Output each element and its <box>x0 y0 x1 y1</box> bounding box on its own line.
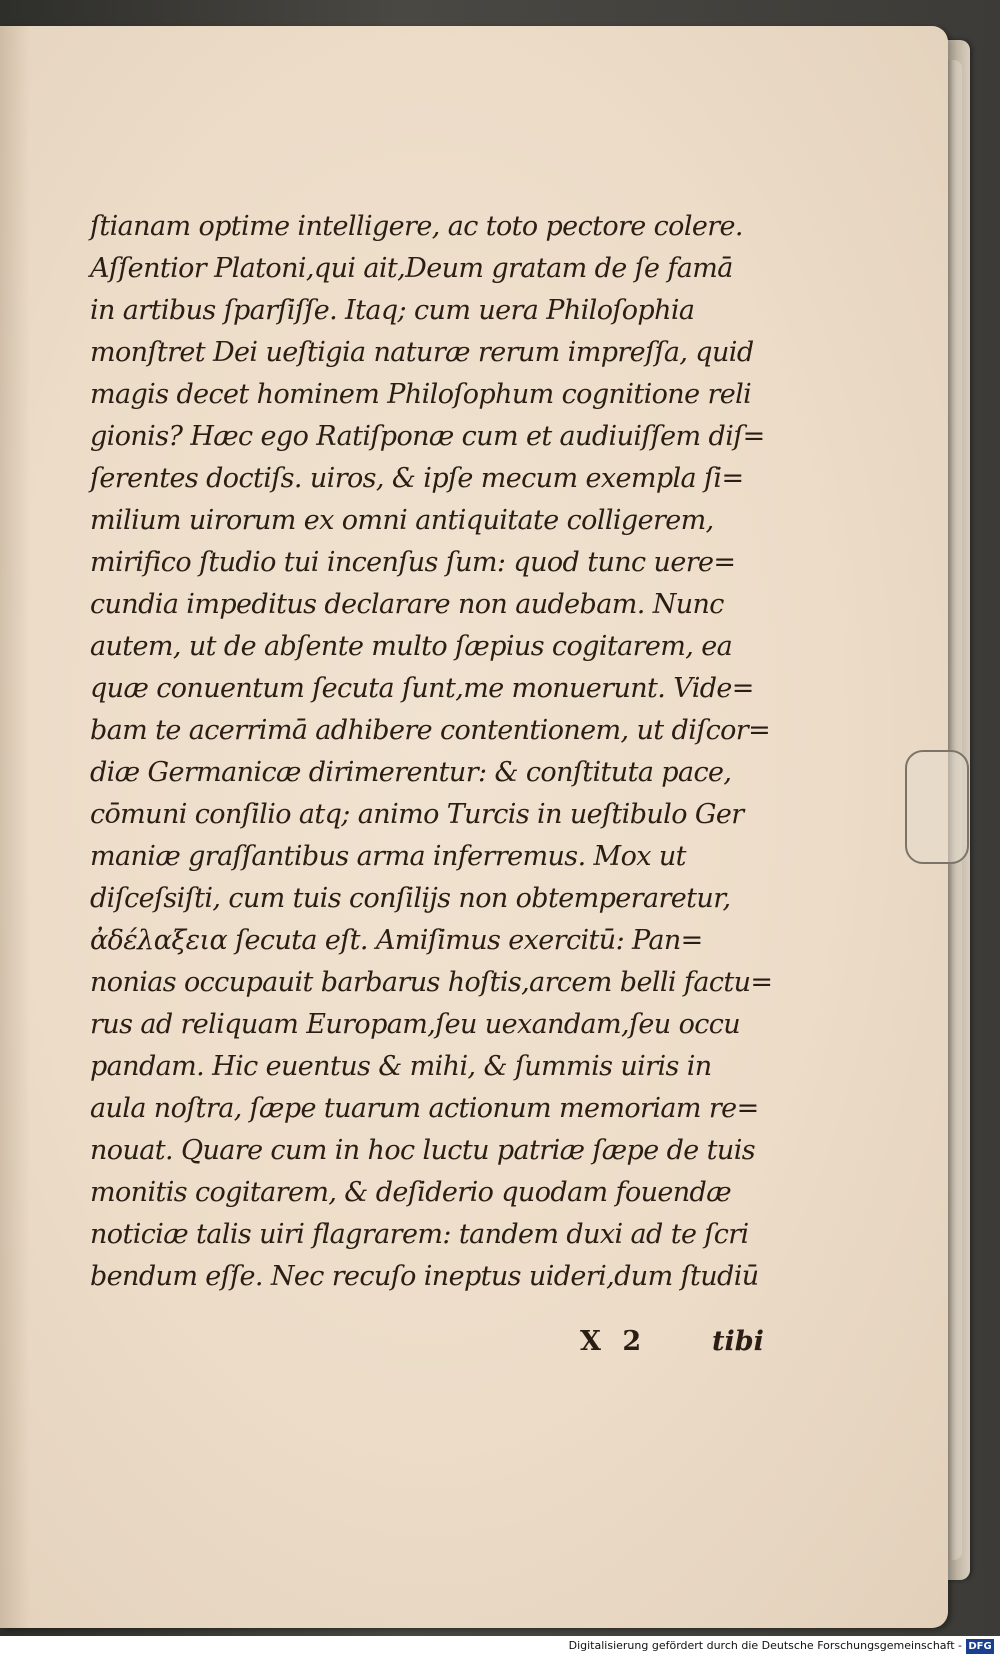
text-line: ἀδέλαξεια ſecuta eſt. Amiſimus exercitū: Pan= <box>90 925 703 956</box>
text-line: monſtret Dei ueſtigia naturæ rerum impreſſa, quid <box>90 337 754 368</box>
text-line: diſceſsiſti, cum tuis conſilijs non obtemperaretur, <box>90 883 731 914</box>
text-line: maniæ graſſantibus arma inferremus. Mox ut <box>90 841 686 872</box>
text-line: mirifico ſtudio tui incenſus ſum: quod tunc uere= <box>90 547 736 578</box>
text-line: pandam. Hic euentus & mihi, & ſummis uiris in <box>90 1051 712 1082</box>
text-line: bam te acerrimā adhibere contentionem, ut diſcor= <box>90 715 771 746</box>
text-line: nouat. Quare cum in hoc luctu patriæ ſæpe de tuis <box>90 1135 755 1166</box>
footer-bar <box>0 1636 1000 1658</box>
text-line: autem, ut de abſente multo ſæpius cogitarem, ea <box>90 631 733 662</box>
text-line: aula noſtra, ſæpe tuarum actionum memoriam re= <box>90 1093 759 1124</box>
catchword: tibi <box>712 1326 764 1357</box>
text-block <box>90 206 773 1298</box>
text-line: in artibus ſparſiſſe. Itaq; cum uera Philoſophia <box>90 295 695 326</box>
text-line: cōmuni conſilio atq; animo Turcis in ueſtibulo Ger <box>90 799 744 830</box>
text-line: noticiæ talis uiri flagrarem: tandem duxi ad te ſcri <box>90 1219 749 1250</box>
text-line: bendum eſſe. Nec recuſo ineptus uideri,dum ſtudiū <box>90 1261 759 1292</box>
text-line: ſtianam optime intelligere, ac toto pectore colere. <box>90 211 743 242</box>
signature-mark: X 2 <box>580 1326 648 1357</box>
text-line: cundia impeditus declarare non audebam. Nunc <box>90 589 724 620</box>
text-line: milium uirorum ex omni antiquitate colligerem, <box>90 505 714 536</box>
text-line: rus ad reliquam Europam,ſeu uexandam,ſeu occu <box>90 1009 741 1040</box>
text-line: Aſſentior Platoni,qui ait,Deum gratam de ſe famā <box>90 253 733 284</box>
text-line: ſerentes doctiſs. uiros, & ipſe mecum exempla ſi= <box>90 463 744 494</box>
text-line: gionis? Hæc ego Ratiſponæ cum et audiuiſſem diſ= <box>90 421 765 452</box>
text-line: monitis cogitarem, & deſiderio quodam fouendæ <box>90 1177 732 1208</box>
dfg-logo: DFG <box>966 1639 994 1654</box>
text-line: quæ conuentum ſecuta ſunt,me monuerunt. Vide= <box>90 673 754 704</box>
book-page <box>0 26 948 1628</box>
text-line: nonias occupauit barbarus hoſtis,arcem belli factu= <box>90 967 773 998</box>
text-line: diæ Germanicæ dirimerentur: & conſtituta pace, <box>90 757 732 788</box>
page-clip <box>905 750 969 864</box>
page-footer-line <box>90 1326 764 1368</box>
text-line: magis decet hominem Philoſophum cognitione reli <box>90 379 752 410</box>
funding-credit: Digitalisierung gefördert durch die Deutsche Forschungsgemeinschaft - <box>568 1639 962 1652</box>
